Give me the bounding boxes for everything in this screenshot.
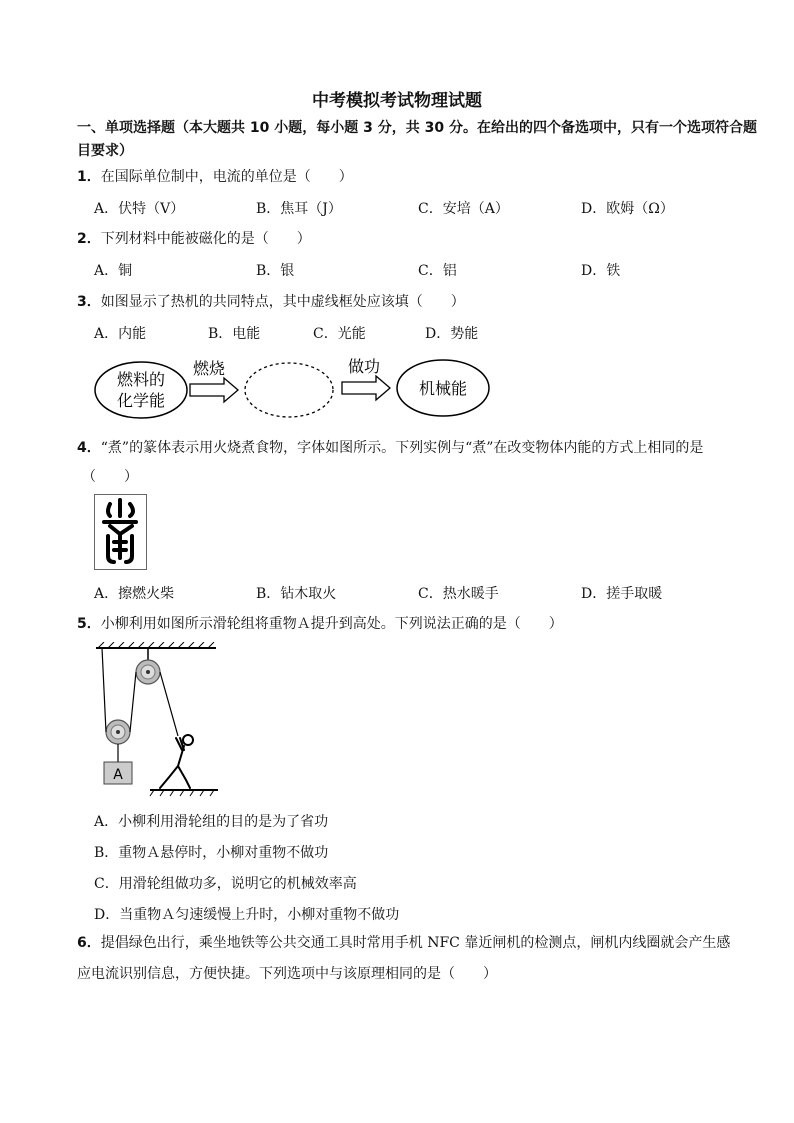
question-text: 如图显示了热机的共同特点，其中虚线框处应该填（ ） (100, 294, 465, 310)
q1-option-c[interactable]: C．安培（A） (418, 201, 509, 217)
q1-option-a[interactable]: A．伏特（V） (94, 201, 185, 217)
q2-option-c[interactable]: C．铝 (418, 263, 457, 279)
q1-option-d[interactable]: D．欧姆（Ω） (581, 201, 674, 217)
q4-option-d[interactable]: D．搓手取暖 (581, 586, 663, 602)
q2-option-a[interactable]: A．铜 (94, 263, 133, 279)
q5-option-b[interactable]: B．重物Ａ悬停时，小柳对重物不做功 (94, 845, 329, 861)
section-heading: 一、单项选择题（本大题共 10 小题，每小题 3 分，共 30 分。在给出的四个备选项中，只有一个选项符合题目要求） (77, 120, 757, 159)
question-number: 5． (77, 616, 101, 632)
q2-option-d[interactable]: D．铁 (581, 263, 621, 279)
seal-script-zhu-image (94, 494, 148, 570)
question-6 (77, 928, 737, 990)
question-text: 下列材料中能被磁化的是（ ） (100, 231, 311, 247)
right-label: 机械能 (418, 379, 468, 398)
q4-option-c[interactable]: C．热水暖手 (418, 586, 499, 602)
question-text: “煮”的篆体表示用火烧煮食物，字体如图所示。下列实例与“煮”在改变物体内能的方式上相同的是 (100, 440, 704, 456)
q2-option-b[interactable]: B．银 (256, 263, 295, 279)
arrow2-label: 做功 (347, 357, 381, 376)
arrow1-label: 燃烧 (192, 359, 226, 378)
q3-option-d[interactable]: D．势能 (425, 326, 479, 342)
question-number: 4． (77, 440, 101, 456)
right-arrow-icon (342, 376, 390, 400)
blank-dashed-ellipse (245, 363, 333, 417)
heat-engine-diagram (94, 352, 494, 422)
question-text: 提倡绿色出行，乘坐地铁等公共交通工具时常用手机 NFC 靠近闸机的检测点，闸机内线圈就会产生感应电流识别信息，方便快捷。下列选项中与该原理相同的是（ ） (77, 935, 731, 982)
q5-option-c[interactable]: C．用滑轮组做功多，说明它的机械效率高 (94, 876, 357, 892)
question-4-blank: （ ） (82, 469, 138, 485)
question-1 (77, 166, 353, 186)
weight-label: A (113, 767, 123, 783)
question-2 (77, 228, 311, 248)
question-number: 3． (77, 294, 101, 310)
q4-option-b[interactable]: B．钻木取火 (256, 586, 337, 602)
q3-option-a[interactable]: A．内能 (94, 326, 147, 342)
q3-option-b[interactable]: B．电能 (208, 326, 261, 342)
question-4 (77, 437, 703, 457)
left-label-line2: 化学能 (116, 391, 166, 410)
q5-option-d[interactable]: D．当重物Ａ匀速缓慢上升时，小柳对重物不做功 (94, 907, 400, 923)
question-text: 小柳利用如图所示滑轮组将重物Ａ提升到高处。下列说法正确的是（ ） (100, 616, 563, 632)
left-label-line1: 燃料的 (116, 370, 166, 389)
question-number: 1． (77, 169, 101, 185)
pulley-system-image (94, 642, 220, 798)
q3-option-c[interactable]: C．光能 (313, 326, 366, 342)
q4-option-a[interactable]: A．擦燃火柴 (94, 586, 175, 602)
question-3 (77, 291, 465, 311)
question-5 (77, 613, 563, 633)
right-arrow-icon (190, 378, 238, 402)
question-number: 2． (77, 231, 101, 247)
q5-option-a[interactable]: A．小柳利用滑轮组的目的是为了省功 (94, 814, 329, 830)
q1-option-b[interactable]: B．焦耳（J） (256, 201, 342, 217)
page-title: 中考模拟考试物理试题 (312, 91, 482, 111)
question-text: 在国际单位制中，电流的单位是（ ） (100, 169, 353, 185)
question-number: 6． (77, 935, 101, 951)
